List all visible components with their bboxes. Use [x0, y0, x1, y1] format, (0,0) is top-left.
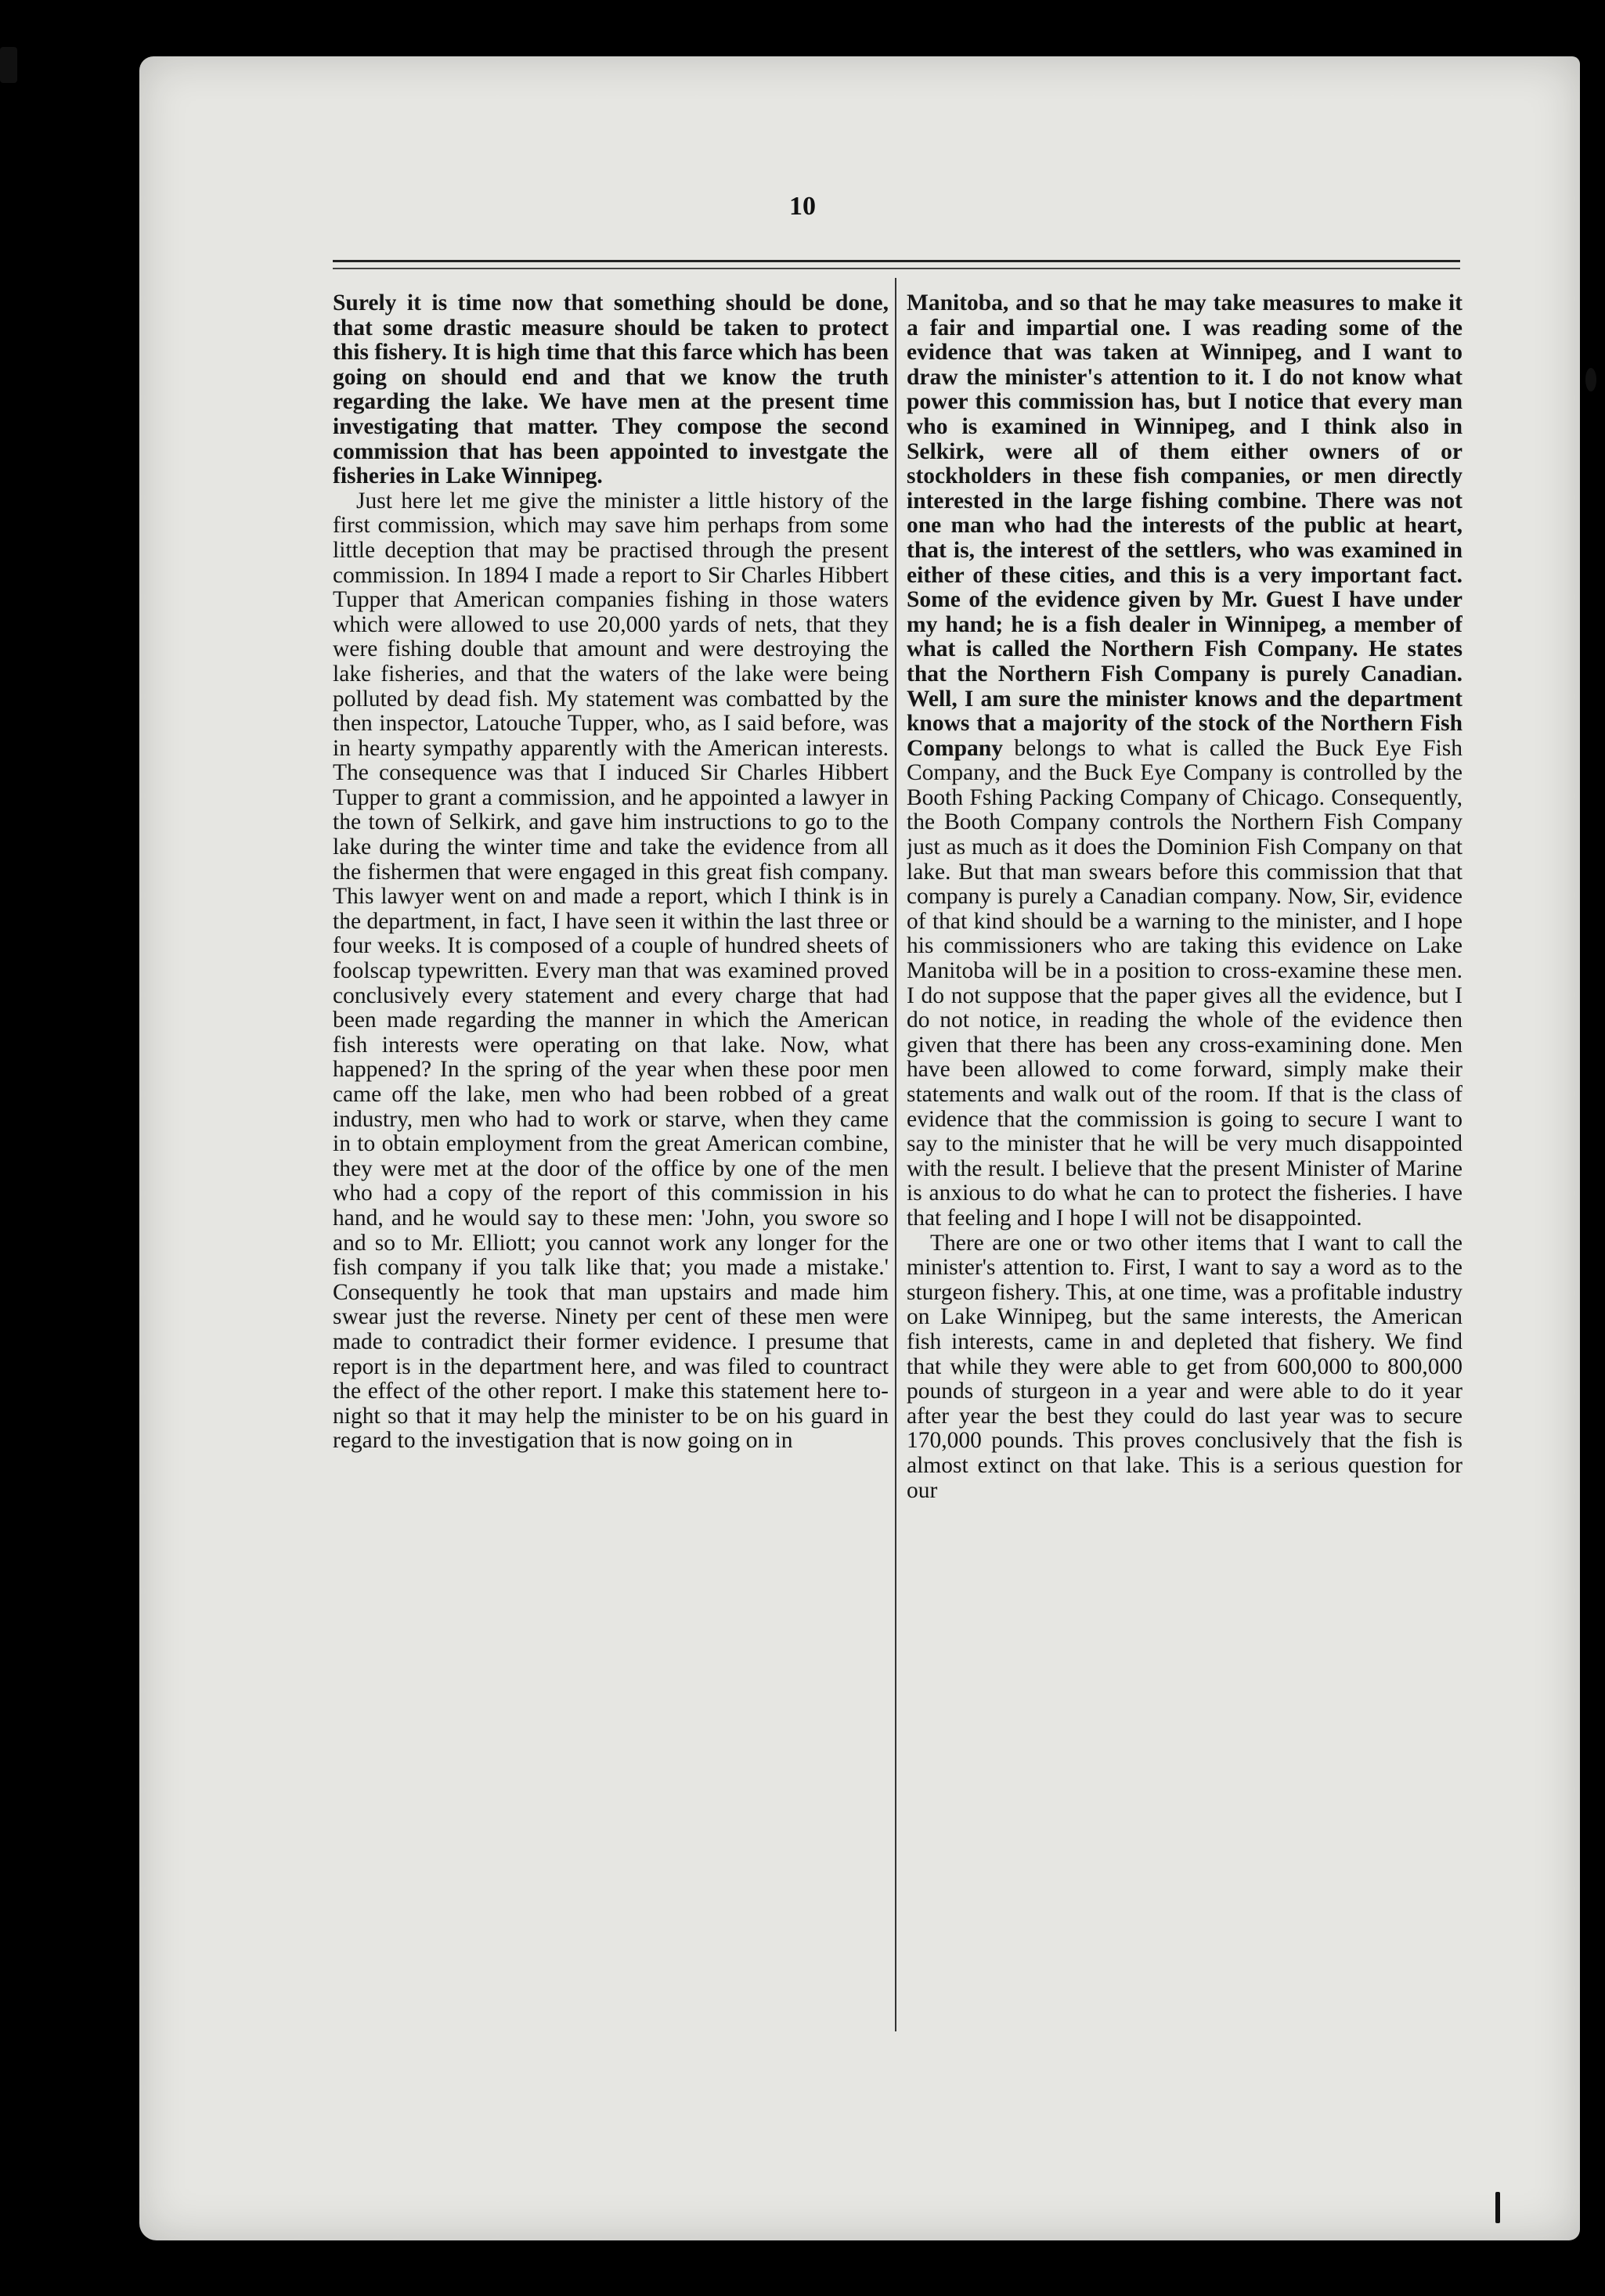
page-number: 10: [789, 192, 816, 221]
paragraph: [907, 291, 1463, 1231]
bold-text: Surely it is time now that something should be done, that some drastic measure should be taken to protect this fishery. It is high time that this farce which has been going on should end and that we know the truth regarding the lake. We have men at the present time investigating that matter. They compose the second commission that has been appointed to investgate the fisheries in Lake Winnipeg.: [333, 291, 889, 489]
edge-speck: [1495, 2192, 1500, 2223]
header-rule: [333, 260, 1460, 262]
text-column-left: [333, 291, 889, 2021]
paragraph-text: There are one or two other items that I want to call the minister's attention to. First, I want to say a word as to the sturgeon fishery. This, at one time, was a profitable industry on Lake Winnipeg, but the same interests, the American fish interests, came in and depleted that fishery. We find that while they were able to get from 600,000 to 800,000 pounds of sturgeon in a year and were able to do it year after year the best they could do last year was to secure 170,000 pounds. This proves conclusively that the fish is almost extinct on that lake. This is a serious question for our: [907, 1230, 1463, 1503]
edge-speck: [0, 47, 17, 83]
text-column-right: [907, 291, 1463, 2021]
paragraph: [907, 1231, 1463, 1504]
paragraph: [333, 489, 889, 1454]
header-rule-thin: [333, 268, 1460, 269]
paragraph-text: belongs to what is called the Buck Eye Fish Company, and the Buck Eye Company is controlled by the Booth Fshing Packing Company of Chicago. Consequently, the Booth Company controls the Northern Fish Company just as much as it does the Dominion Fish Company on that lake. But that man swears before this commission that that company is purely a Canadian company. Now, Sir, evidence of that kind should be a warning to the minister, and I hope his commissioners who are taking this evidence on Lake Manitoba will be in a position to cross-examine these men. I do not suppose that the paper gives all the evidence, but I do not notice, in reading the whole of the evidence then given that there has been any cross-examining done. Men have been allowed to come forward, simply make their statements and walk out of the room. If that is the class of evidence that the commission is going to secure I want to say to the minister that he will be very much disappointed with the result. I believe that the present Minister of Marine is anxious to do what he can to protect the fisheries. I have that feeling and I hope I will not be disappointed.: [907, 735, 1463, 1231]
paragraph: [333, 291, 889, 489]
bold-text: Manitoba, and so that he may take measures to make it a fair and impartial one. I was reading some of the evidence that was taken at Winnipeg, and I want to draw the minister's attention to it. I do not know what power this commission has, but I notice that every man who is examined in Winnipeg, and I think also in Selkirk, were all of them either owners of or stockholders in these fish companies, or men directly interested in the large fishing combine. There was not one man who had the interests of the public at heart, that is, the interest of the settlers, who was examined in either of these cities, and this is a very important fact. Some of the evidence given by Mr. Guest I have under my hand; he is a fish dealer in Winnipeg, a member of what is called the Northern Fish Company. He states that the Northern Fish Company is purely Canadian. Well, I am sure the minister knows and the department knows that a majority of the stock of the Northern Fish Company: [907, 291, 1463, 761]
edge-speck: [1585, 368, 1596, 391]
column-divider: [895, 278, 896, 2031]
paragraph-text: Just here let me give the minister a little history of the first commission, which may save him perhaps from some little deception that may be practised through the present commission. In 1894 I made a report to Sir Charles Hibbert Tupper that American companies fishing in those waters which were allowed to use 20,000 yards of nets, that they were fishing double that amount and were destroying the lake fisheries, and that the waters of the lake were being polluted by dead fish. My statement was combatted by the then inspector, Latouche Tupper, who, as I said before, was in hearty sympathy apparently with the American interests. The consequence was that I induced Sir Charles Hibbert Tupper to grant a commission, and he appointed a lawyer in the town of Selkirk, and gave him instructions to go to the lake during the winter time and take the evidence from all the fishermen that were engaged in this great fish company. This lawyer went on and made a report, which I think is in the department, in fact, I have seen it within the last three or four weeks. It is composed of a couple of hundred sheets of foolscap typewritten. Every man that was examined proved conclusively every statement and every charge that had been made regarding the manner in which the American fish interests were operating on that lake. Now, what happened? In the spring of the year when these poor men came off the lake, men who had been robbed of a great industry, men who had to work or starve, when they came in to obtain employment from the great American combine, they were met at the door of the office by one of the men who had a copy of the report of this commission in his hand, and he would say to these men: 'John, you swore so and so to Mr. Elliott; you cannot work any longer for the fish company if you talk like that; you made a mistake.' Consequently he took that man upstairs and made him swear just the reverse. Ninety per cent of these men were made to contradict their former evidence. I presume that report is in the department here, and was filed to countract the effect of the other report. I make this statement here to-night so that it may help the minister to be on his guard in regard to the investigation that is now going on in: [333, 488, 889, 1454]
